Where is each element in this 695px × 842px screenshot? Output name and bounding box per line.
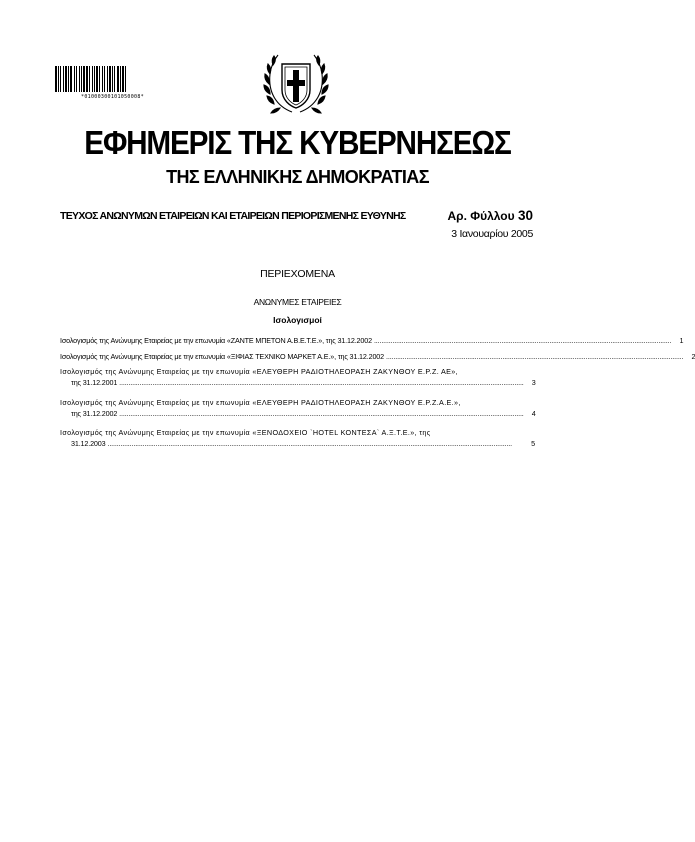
toc-entry[interactable] bbox=[60, 335, 684, 346]
toc-leader-dots: ........................................................................................................................................................................................................................... bbox=[119, 409, 524, 418]
toc-page-number: 3 bbox=[531, 378, 536, 387]
barcode-bar bbox=[58, 66, 59, 92]
barcode-bar bbox=[74, 66, 75, 92]
barcode-bar bbox=[99, 66, 100, 92]
sheet-number bbox=[448, 208, 533, 223]
toc-page-number: 5 bbox=[531, 439, 535, 448]
toc-entry[interactable] bbox=[60, 366, 535, 388]
barcode-bar bbox=[114, 66, 115, 92]
barcode-bar bbox=[125, 66, 126, 92]
gazette-title: ΕΦΗΜΕΡΙΣ ΤΗΣ ΚΥΒΕΡΝΗΣΕΩΣ bbox=[84, 124, 511, 161]
toc-page-number: 1 bbox=[679, 336, 684, 345]
toc-entry[interactable] bbox=[60, 397, 535, 419]
barcode-bar bbox=[83, 66, 85, 92]
barcode-bar bbox=[70, 66, 72, 92]
barcode-bar bbox=[94, 66, 95, 92]
toc-page-number: 4 bbox=[531, 409, 536, 418]
toc-entry[interactable] bbox=[60, 427, 535, 449]
barcode-bar bbox=[55, 66, 57, 92]
toc-leader-dots: ........................................................................................................................................................................................................................... bbox=[119, 378, 524, 387]
barcode-bar bbox=[122, 66, 124, 92]
barcode-number: *01000300101050008* bbox=[81, 94, 144, 100]
barcode-bar bbox=[102, 66, 103, 92]
toc-leader-dots: ................................................................................................................................................................. bbox=[386, 352, 684, 361]
barcode-bar bbox=[117, 66, 119, 92]
barcode-bar bbox=[107, 66, 108, 92]
barcode-bar bbox=[104, 66, 105, 92]
toc-entry-title: Ισολογισμός της Ανώνυμης Εταιρείας με την επωνυμία «ΖΑΝΤΕ ΜΠΕΤΟΝ Α.Β.Ε.Τ.Ε.», της 31.12.2002 bbox=[60, 336, 372, 345]
toc-leader-dots: ........................................................................................................................................................................................................................... bbox=[107, 439, 512, 448]
barcode-bar bbox=[109, 66, 111, 92]
barcode-bar bbox=[65, 66, 67, 92]
barcode-bar bbox=[76, 66, 77, 92]
coat-of-arms-emblem bbox=[262, 46, 330, 118]
toc-entry[interactable] bbox=[60, 351, 695, 362]
barcode-bar bbox=[79, 66, 80, 92]
issue-date: 3 Ιανουαρίου 2005 bbox=[451, 228, 533, 240]
barcode-bar bbox=[68, 66, 69, 92]
toc-entry-title: Ισολογισμός της Ανώνυμης Εταιρείας με την επωνυμία «ΕΛΕΥΘΕΡΗ ΡΑΔΙΟΤΗΛΕΟΡΑΣΗ ΖΑΚΥΝΘΟΥ Ε.Ρ.Ζ. ΑΕ», bbox=[60, 367, 458, 376]
barcode-bar bbox=[86, 66, 88, 92]
sheet-number-label: Αρ. Φύλλου bbox=[447, 209, 515, 223]
toc-leader-dots: ................................................................................................................................................................. bbox=[373, 336, 672, 345]
barcode-graphic bbox=[55, 66, 170, 92]
toc-entry-date: της 31.12.2002 bbox=[71, 409, 118, 418]
toc-entry-title: Ισολογισμός της Ανώνυμης Εταιρείας με την επωνυμία «ΕΛΕΥΘΕΡΗ ΡΑΔΙΟΤΗΛΕΟΡΑΣΗ ΖΑΚΥΝΘΟΥ Ε.Ρ.Ζ.Α.Ε.», bbox=[60, 398, 461, 407]
gazette-subtitle: ΤΗΣ ΕΛΛΗΝΙΚΗΣ ΔΗΜΟΚΡΑΤΙΑΣ bbox=[166, 167, 429, 187]
sheet-number-value: 30 bbox=[517, 208, 533, 223]
toc-page-number: 2 bbox=[691, 352, 695, 361]
toc-entry-title: Ισολογισμός της Ανώνυμης Εταιρείας με την επωνυμία «ΞΕΝΟΔΟΧΕΙΟ `HOTEL ΚΟΝΤΕΣΑ` Α.Ξ.Τ.Ε.», της bbox=[60, 428, 431, 437]
barcode-bar bbox=[63, 66, 64, 92]
barcode-bar bbox=[120, 66, 121, 92]
issue-type: ΤΕΥΧΟΣ ΑΝΩΝΥΜΩΝ ΕΤΑΙΡΕΙΩΝ ΚΑΙ ΕΤΑΙΡΕΙΩΝ ΠΕΡΙΟΡΙΣΜΕΝΗΣ ΕΥΘΥΝΗΣ bbox=[60, 210, 406, 222]
subsection-heading: Ισολογισμοί bbox=[273, 315, 322, 325]
barcode-bar bbox=[96, 66, 98, 92]
toc-entry-title: Ισολογισμός της Ανώνυμης Εταιρείας με την επωνυμία «ΞΙΦΙΑΣ ΤΕΧΝΙΚΟ ΜΑΡΚΕΤ Α.Ε.», της 31.12.2002 bbox=[60, 352, 384, 361]
section-heading: ΑΝΩΝΥΜΕΣ ΕΤΑΙΡΕΙΕΣ bbox=[253, 297, 342, 307]
toc-entry-date: της 31.12.2001 bbox=[71, 378, 118, 387]
barcode-bar bbox=[89, 66, 90, 92]
toc-entry-date: 31.12.2003 bbox=[71, 439, 106, 448]
barcode-bar bbox=[81, 66, 82, 92]
contents-heading: ΠΕΡΙΕΧΟΜΕΝΑ bbox=[260, 268, 335, 280]
barcode-bar bbox=[60, 66, 61, 92]
barcode-bar bbox=[92, 66, 93, 92]
barcode-bar bbox=[112, 66, 113, 92]
